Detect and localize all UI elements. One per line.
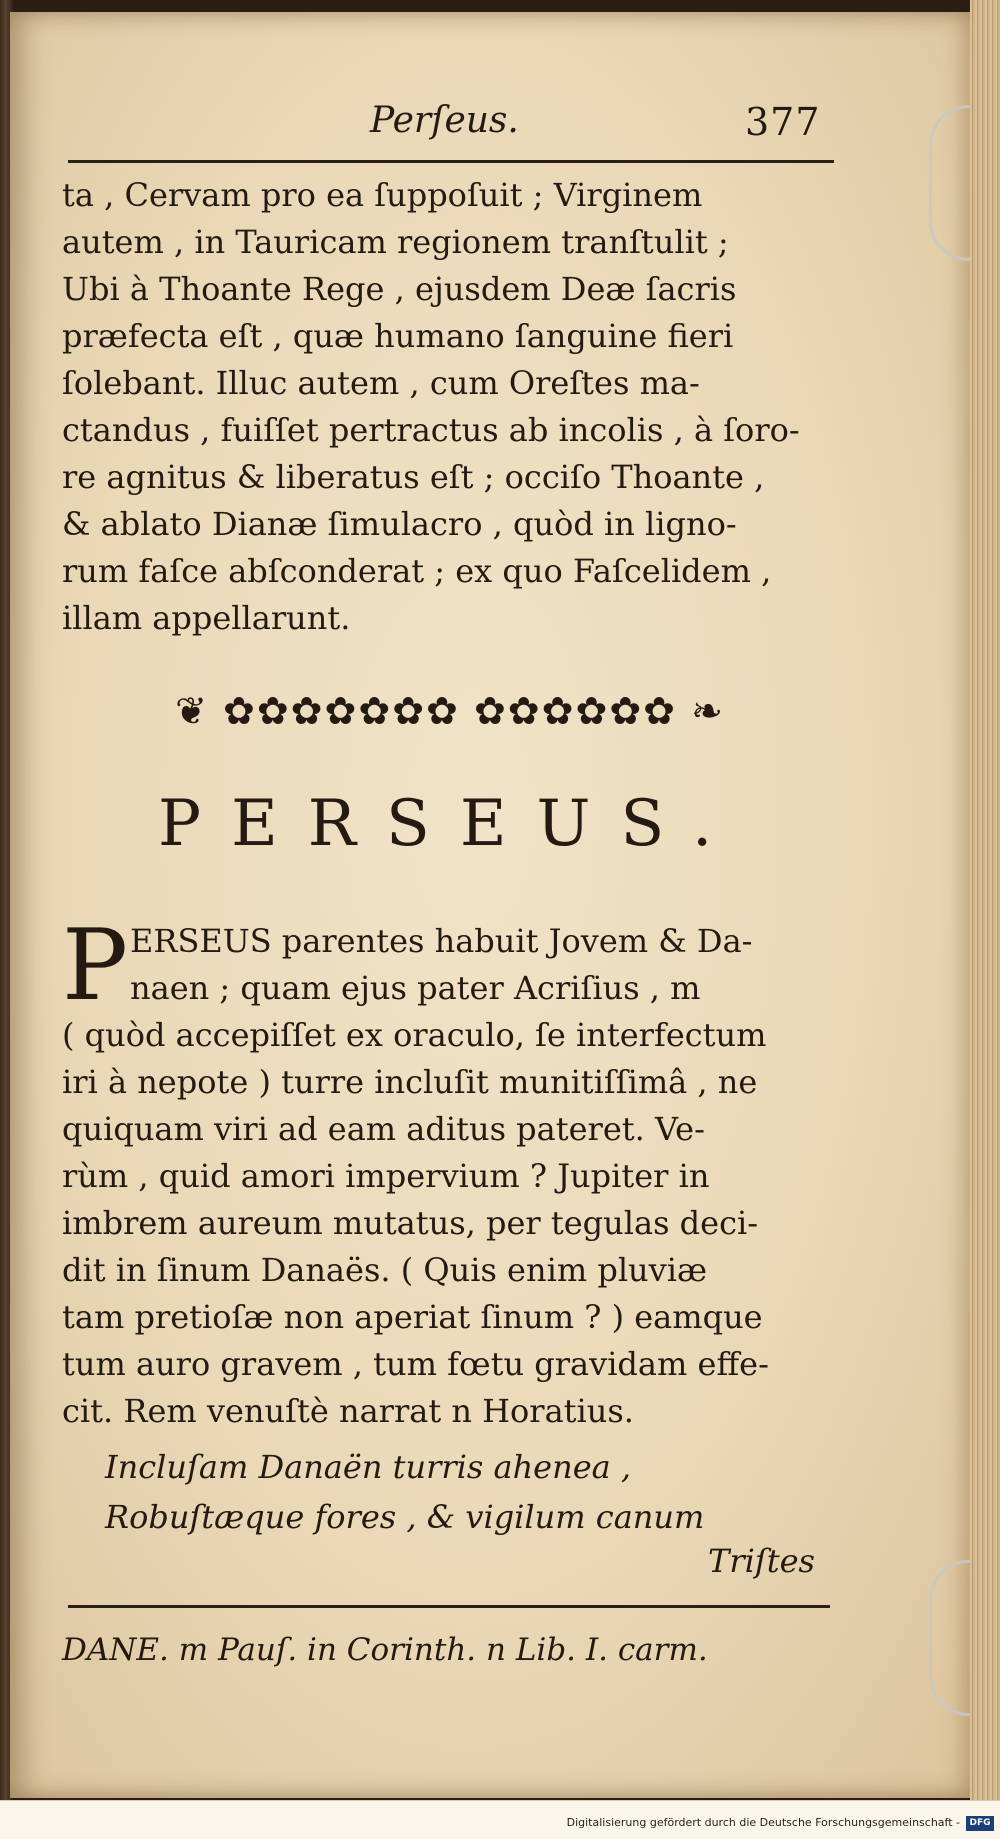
- page-number: 377: [745, 100, 821, 144]
- funding-credit: Digitalisierung gefördert durch die Deutsche Forschungsgemeinschaft -: [566, 1816, 960, 1829]
- footnotes: DANE. m Pauſ. in Corinth. n Lib. I. carm.: [62, 1632, 708, 1668]
- text-line: tum auro gravem , tum fœtu gravidam effe-: [62, 1345, 769, 1383]
- page-edges: [970, 0, 1000, 1839]
- digitization-footer: [0, 1800, 1000, 1839]
- book-page: [10, 12, 970, 1798]
- section-title: PERSEUS.: [158, 787, 743, 861]
- verse-quotation: [105, 1442, 835, 1542]
- text-line: ſolebant. Illuc autem , cum Oreſtes ma-: [62, 364, 700, 402]
- text-line: & ablato Dianæ ſimulacro , quòd in ligno-: [62, 505, 737, 543]
- text-line: iri à nepote ) turre incluſit munitiſſimâ , ne: [62, 1063, 758, 1101]
- text-line: naen ; quam ejus pater Acriſius , m: [130, 969, 701, 1007]
- continued-paragraph: [62, 172, 842, 642]
- verse-line: Robuſtæque fores , & vigilum canum: [105, 1498, 705, 1536]
- header-rule: [68, 160, 834, 163]
- text-line: imbrem aureum mutatus, per tegulas deci-: [62, 1204, 759, 1242]
- text-line: tam pretioſæ non aperiat ſinum ? ) eamque: [62, 1298, 763, 1336]
- section-paragraph: [62, 909, 842, 1435]
- verse-line: Incluſam Danaën turris ahenea ,: [105, 1448, 632, 1486]
- text-line: ctandus , fuiſſet pertractus ab incolis , à ſoro-: [62, 411, 800, 449]
- text-line: illam appellarunt.: [62, 599, 351, 637]
- text-line: ERSEUS parentes habuit Jovem & Da-: [130, 922, 753, 960]
- catchword: Triſtes: [708, 1542, 815, 1580]
- footnote-rule: [68, 1605, 830, 1608]
- text-line: dit in ſinum Danaës. ( Quis enim pluviæ: [62, 1251, 708, 1289]
- text-line: quiquam viri ad eam aditus pateret. Ve-: [62, 1110, 705, 1148]
- drop-cap: P: [62, 909, 128, 1023]
- text-line: præfecta eſt , quæ humano ſanguine fieri: [62, 317, 734, 355]
- running-head: Perſeus.: [370, 100, 519, 141]
- text-line: autem , in Tauricam regionem tranſtulit ;: [62, 223, 729, 261]
- text-line: rùm , quid amori impervium ? Jupiter in: [62, 1157, 710, 1195]
- text-line: ( quòd accepiſſet ex oraculo, ſe interfectum: [62, 1016, 767, 1054]
- text-line: ta , Cervam pro ea ſuppoſuit ; Virginem: [62, 176, 703, 214]
- text-line: Ubi à Thoante Rege , ejusdem Deæ ſacris: [62, 270, 737, 308]
- text-line: re agnitus & liberatus eſt ; occiſo Thoante ,: [62, 458, 765, 496]
- dfg-logo: DFG: [966, 1816, 994, 1831]
- fleuron-ornament: ❦ ✿✿✿✿✿✿✿ ✿✿✿✿✿✿ ❧: [175, 689, 725, 733]
- text-line: rum faſce abſconderat ; ex quo Faſcelidem ,: [62, 552, 772, 590]
- text-line: cit. Rem venuſtè narrat n Horatius.: [62, 1392, 634, 1430]
